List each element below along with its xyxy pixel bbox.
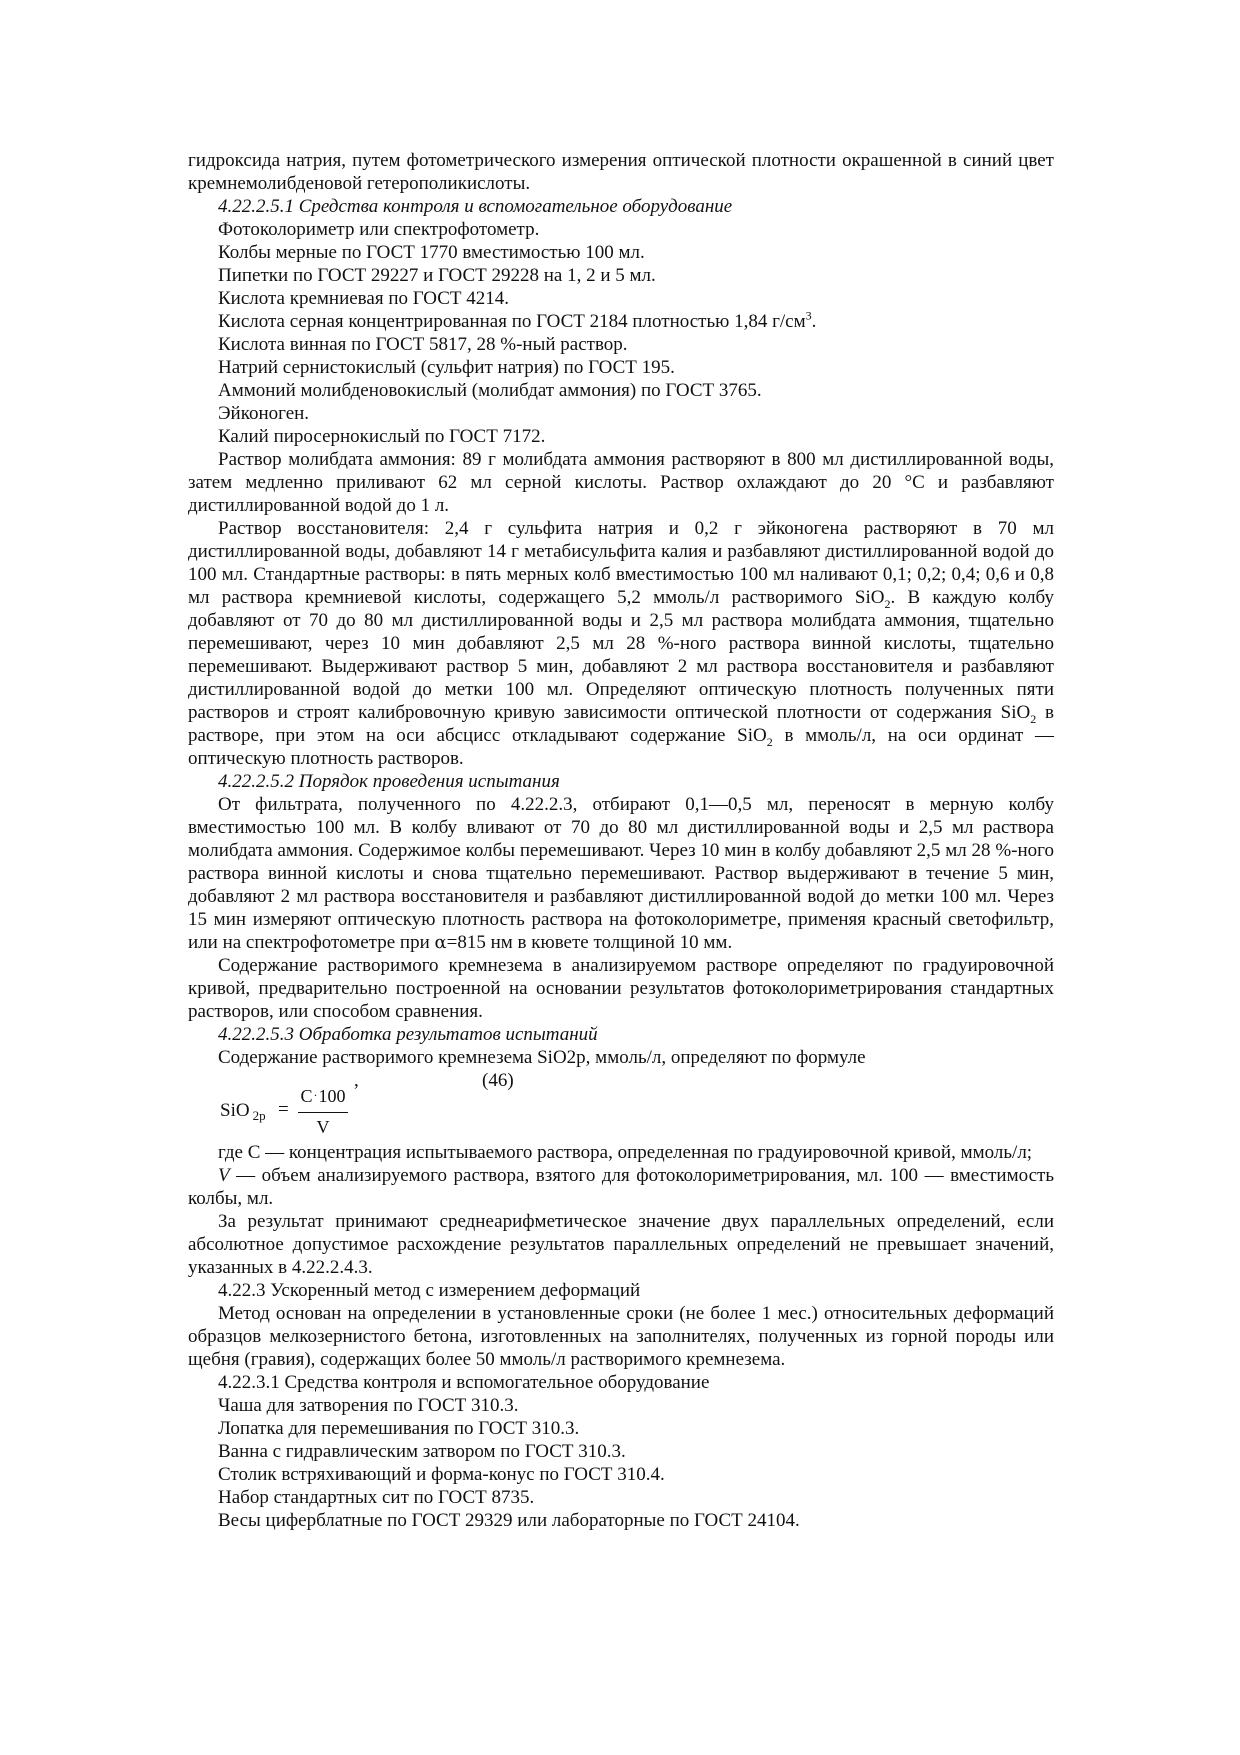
- formula-lhs: [220, 1099, 266, 1123]
- formula-numerator-c: C: [300, 1086, 313, 1106]
- paragraph: Содержание растворимого кремнезема SiO2р, ммоль/л, определяют по формуле: [218, 1047, 866, 1068]
- section-heading: 4.22.2.5.2 Порядок проведения испытания: [218, 771, 560, 792]
- paragraph: Колбы мерные по ГОСТ 1770 вместимостью 100 мл.: [218, 242, 645, 263]
- paragraph: Кислота серная концентрированная по ГОСТ 2184 плотностью 1,84 $г/см^3$.: [218, 308, 817, 332]
- formula-equals: =: [278, 1099, 289, 1120]
- paragraph: Набор стандартных сит по ГОСТ 8735.: [218, 1487, 535, 1508]
- formula-lhs-subscript: 2р: [252, 1108, 266, 1123]
- formula-lhs-symbol: SiO: [220, 1100, 250, 1121]
- paragraph: Ванна с гидравлическим затвором по ГОСТ 310.3.: [218, 1441, 626, 1462]
- formula-multiply-dot: ·: [313, 1088, 318, 1102]
- paragraph: Весы циферблатные по ГОСТ 29329 или лабораторные по ГОСТ 24104.: [218, 1510, 800, 1531]
- text-block-after-formula: [188, 1141, 1054, 1532]
- paragraph: Кислота винная по ГОСТ 5817, 28 %-ный раствор.: [218, 334, 628, 355]
- paragraph: За результат принимают среднеарифметическое значение двух параллельных определений, если абсолютное допустимое расхождение результатов параллельных определений не превышает значений, указанных в 4.22.2.4.3.: [188, 1211, 1054, 1278]
- paragraph: где С — концентрация испытываемого раствора, определенная по градуировочной кривой, ммоль/л;: [218, 1142, 1033, 1163]
- paragraph: Кислота кремниевая по ГОСТ 4214.: [218, 288, 509, 309]
- paragraph: 4.22.3.1 Средства контроля и вспомогательное оборудование: [218, 1372, 710, 1393]
- section-heading: 4.22.2.5.3 Обработка результатов испытаний: [218, 1024, 598, 1045]
- text-block-before-formula: [188, 149, 1054, 1069]
- document-page: [188, 149, 1054, 1532]
- paragraph: V — объем анализируемого раствора, взятого для фотоколориметрирования, мл. 100 — вместимость колбы, мл.: [188, 1165, 1054, 1209]
- paragraph: От фильтрата, полученного по 4.22.2.3, отбирают 0,1—0,5 мл, переносят в мерную колбу вместимостью 100 мл. В колбу вливают от 70 до 80 мл дистиллированной воды и 2,5 мл раствора молибдата аммония. Содержимое колбы перемешивают. Через 10 мин в колбу добавляют 2,5 мл 28 %-ного раствора винной кислоты и снова тщательно перемешивают. Раствор выдерживают в течение 5 мин, добавляют 2 мл раствора восстановителя и разбавляют дистиллированной водой до метки 100 мл. Через 15 мин измеряют оптическую плотность раствора на фотоколориметре, применяя красный светофильтр, или на спектрофотометре при α=815 нм в кювете толщиной 10 мм.: [188, 794, 1054, 953]
- paragraph: Эйконоген.: [218, 403, 310, 424]
- formula-denominator: V: [316, 1117, 330, 1137]
- paragraph: Метод основан на определении в установленные сроки (не более 1 мес.) относительных деформаций образцов мелкозернистого бетона, изготовленных на заполнителях, полученных из горной породы или щебня (гравия), содержащих более 50 ммоль/л растворимого кремнезема.: [188, 1303, 1054, 1370]
- paragraph: Натрий сернистокислый (сульфит натрия) по ГОСТ 195.: [218, 357, 675, 378]
- paragraph: Лопатка для перемешивания по ГОСТ 310.3.: [218, 1418, 580, 1439]
- paragraph: Аммоний молибденовокислый (молибдат аммония) по ГОСТ 3765.: [218, 380, 762, 401]
- paragraph: Раствор восстановителя: 2,4 г сульфита натрия и 0,2 г эйконогена растворяют в 70 мл дистиллированной воды, добавляют 14 г метабисульфита калия и разбавляют дистиллированной водой до 100 мл. Стандартные растворы: в пять мерных колб вместимостью 100 мл наливают 0,1; 0,2; 0,4; 0,6 и 0,8 мл раствора кремниевой кислоты, содержащего 5,2 ммоль/л растворимого SiO$_2$. В каждую колбу добавляют от 70 до 80 мл дистиллированной воды и 2,5 мл раствора молибдата аммония, тщательно перемешивают, через 10 мин добавляют 2,5 мл 28 %-ного раствора винной кислоты, тщательно перемешивают. Выдерживают раствор 5 мин, добавляют 2 мл раствора восстановителя и разбавляют дистиллированной водой до метки 100 мл. Определяют оптическую плотность полученных пяти растворов и строят калибровочную кривую зависимости оптической плотности от содержания SiO$_2$ в растворе, при этом на оси абсцисс откладывают содержание SiO$_2$ в ммоль/л, на оси ординат — оптическую плотность растворов.: [188, 518, 1054, 769]
- formula-fraction: [298, 1085, 348, 1139]
- formula-comma: ,: [354, 1070, 359, 1091]
- formula-46: [188, 1071, 1054, 1139]
- paragraph: Раствор молибдата аммония: 89 г молибдата аммония растворяют в 800 мл дистиллированной воды, затем медленно приливают 62 мл серной кислоты. Раствор охлаждают до 20 °С и разбавляют дистиллированной водой до 1 л.: [188, 449, 1054, 516]
- paragraph: 4.22.3 Ускоренный метод с измерением деформаций: [218, 1280, 641, 1301]
- paragraph: Чаша для затворения по ГОСТ 310.3.: [218, 1395, 519, 1416]
- formula-number: (46): [482, 1070, 514, 1091]
- paragraph: Столик встряхивающий и форма-конус по ГОСТ 310.4.: [218, 1464, 665, 1485]
- paragraph: Содержание растворимого кремнезема в анализируемом растворе определяют по градуировочной кривой, предварительно построенной на основании результатов фотоколориметрирования стандартных растворов, или способом сравнения.: [188, 955, 1054, 1022]
- paragraph: гидроксида натрия, путем фотометрического измерения оптической плотности окрашенной в синий цвет кремнемолибденовой гетерополикислоты.: [188, 150, 1054, 194]
- paragraph: Фотоколориметр или спектрофотометр.: [218, 219, 540, 240]
- paragraph: Калий пиросернокислый по ГОСТ 7172.: [218, 426, 546, 447]
- formula-numerator: [298, 1085, 348, 1113]
- section-heading: 4.22.2.5.1 Средства контроля и вспомогательное оборудование: [218, 196, 733, 217]
- paragraph: Пипетки по ГОСТ 29227 и ГОСТ 29228 на 1, 2 и 5 мл.: [218, 265, 656, 286]
- formula-numerator-100: 100: [318, 1086, 346, 1106]
